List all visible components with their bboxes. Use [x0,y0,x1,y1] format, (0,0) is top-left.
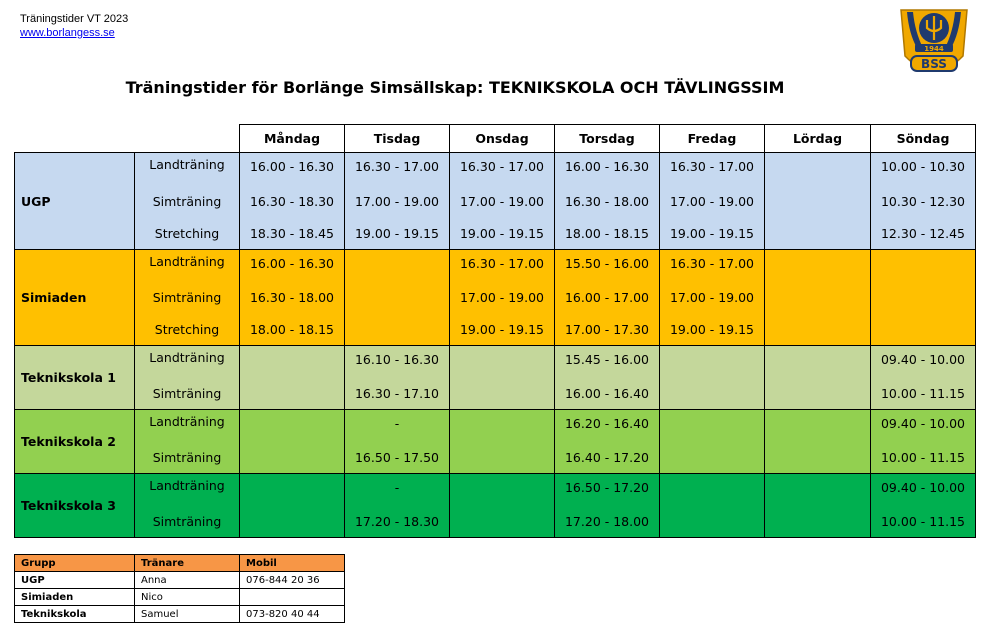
activity-label: Simträning [135,186,240,218]
contacts-row [15,606,345,623]
time-cell [765,282,871,314]
time-cell: 16.30 - 17.00 [345,153,450,186]
time-cell: 09.40 - 10.00 [871,410,976,442]
logo-year-text: 1944 [924,45,944,53]
activity-label: Simträning [135,442,240,474]
schedule-row [15,410,976,442]
time-cell [660,506,765,538]
time-cell: 16.00 - 16.30 [240,153,345,186]
time-cell: 16.00 - 16.30 [240,250,345,282]
contacts-header-cell: Tränare [135,555,240,572]
time-cell: 16.10 - 16.30 [345,346,450,378]
time-cell: 10.00 - 10.30 [871,153,976,186]
time-cell: 16.30 - 17.00 [660,153,765,186]
time-cell [345,282,450,314]
contacts-row [15,572,345,589]
time-cell: 10.00 - 11.15 [871,442,976,474]
schedule-row [15,250,976,282]
time-cell: 17.00 - 19.00 [660,282,765,314]
time-cell: 15.45 - 16.00 [555,346,660,378]
time-cell [765,506,871,538]
time-cell: 16.20 - 16.40 [555,410,660,442]
time-cell: 09.40 - 10.00 [871,474,976,506]
time-cell: 12.30 - 12.45 [871,218,976,250]
contacts-cell: 073-820 40 44 [240,606,345,623]
contacts-cell: Samuel [135,606,240,623]
time-cell: - [345,410,450,442]
activity-label: Simträning [135,506,240,538]
activity-label: Landträning [135,410,240,442]
time-cell: 16.30 - 17.00 [450,250,555,282]
time-cell: 16.30 - 18.00 [240,282,345,314]
time-cell [765,346,871,378]
contacts-cell: Teknikskola [15,606,135,623]
contacts-cell: Nico [135,589,240,606]
contacts-header-row [15,555,345,572]
schedule-row [15,506,976,538]
day-header-3: Torsdag [555,125,660,153]
day-header-6: Söndag [871,125,976,153]
contacts-cell: 076-844 20 36 [240,572,345,589]
day-header-1: Tisdag [345,125,450,153]
time-cell: 16.40 - 17.20 [555,442,660,474]
time-cell: 16.00 - 16.30 [555,153,660,186]
website-link[interactable]: www.borlangess.se [20,27,115,39]
group-name: UGP [15,153,135,250]
day-header-2: Onsdag [450,125,555,153]
time-cell [450,410,555,442]
time-cell: 17.00 - 19.00 [660,186,765,218]
contacts-cell [240,589,345,606]
schedule-table [14,124,976,538]
time-cell: 16.00 - 17.00 [555,282,660,314]
time-cell [450,506,555,538]
time-cell [765,153,871,186]
logo-letters-text: BSS [921,57,947,71]
activity-label: Landträning [135,250,240,282]
contacts-cell: UGP [15,572,135,589]
time-cell [240,378,345,410]
time-cell [345,250,450,282]
time-cell [450,442,555,474]
time-cell: 19.00 - 19.15 [345,218,450,250]
contacts-header-cell: Grupp [15,555,135,572]
schedule-row [15,218,976,250]
time-cell [240,410,345,442]
header-title: Träningstider VT 2023 [20,13,129,25]
contacts-header-cell: Mobil [240,555,345,572]
time-cell [450,474,555,506]
time-cell [660,442,765,474]
time-cell [660,474,765,506]
time-cell [240,474,345,506]
day-header-4: Fredag [660,125,765,153]
group-name: Teknikskola 3 [15,474,135,538]
time-cell [765,314,871,346]
time-cell [765,442,871,474]
schedule-row [15,378,976,410]
time-cell [240,346,345,378]
time-cell [240,442,345,474]
time-cell: 19.00 - 19.15 [450,218,555,250]
time-cell [660,410,765,442]
time-cell [240,506,345,538]
schedule-row [15,442,976,474]
day-header-5: Lördag [765,125,871,153]
time-cell: 17.20 - 18.00 [555,506,660,538]
contacts-table [14,554,345,623]
time-cell: 16.30 - 17.00 [450,153,555,186]
time-cell [660,378,765,410]
time-cell: 17.00 - 19.00 [450,186,555,218]
activity-label: Stretching [135,218,240,250]
contacts-cell: Anna [135,572,240,589]
time-cell: 19.00 - 19.15 [660,314,765,346]
group-name: Teknikskola 1 [15,346,135,410]
schedule-row [15,282,976,314]
time-cell: 16.30 - 18.00 [555,186,660,218]
time-cell: - [345,474,450,506]
time-cell: 10.00 - 11.15 [871,506,976,538]
time-cell: 16.00 - 16.40 [555,378,660,410]
time-cell: 16.50 - 17.20 [555,474,660,506]
schedule-row [15,186,976,218]
time-cell: 17.00 - 17.30 [555,314,660,346]
activity-label: Simträning [135,378,240,410]
day-header-row [15,125,976,153]
schedule-row [15,346,976,378]
contacts-row [15,589,345,606]
time-cell [871,314,976,346]
time-cell [765,250,871,282]
time-cell: 18.00 - 18.15 [555,218,660,250]
time-cell: 16.30 - 17.10 [345,378,450,410]
time-cell: 16.30 - 18.30 [240,186,345,218]
activity-label: Landträning [135,346,240,378]
schedule-row [15,474,976,506]
time-cell: 09.40 - 10.00 [871,346,976,378]
time-cell: 19.00 - 19.15 [660,218,765,250]
group-name: Teknikskola 2 [15,410,135,474]
time-cell [765,410,871,442]
time-cell: 17.00 - 19.00 [345,186,450,218]
activity-label: Stretching [135,314,240,346]
time-cell: 16.30 - 17.00 [660,250,765,282]
time-cell: 15.50 - 16.00 [555,250,660,282]
time-cell [450,346,555,378]
time-cell [450,378,555,410]
bss-logo [897,4,971,82]
time-cell: 17.20 - 18.30 [345,506,450,538]
time-cell [871,250,976,282]
activity-label: Landträning [135,474,240,506]
day-header-0: Måndag [240,125,345,153]
time-cell: 18.30 - 18.45 [240,218,345,250]
time-cell: 10.00 - 11.15 [871,378,976,410]
schedule-row [15,153,976,186]
schedule-row [15,314,976,346]
time-cell [660,346,765,378]
time-cell: 19.00 - 19.15 [450,314,555,346]
page-header [20,12,128,40]
time-cell [345,314,450,346]
contacts-cell: Simiaden [15,589,135,606]
time-cell [765,218,871,250]
time-cell: 16.50 - 17.50 [345,442,450,474]
time-cell: 17.00 - 19.00 [450,282,555,314]
time-cell [765,474,871,506]
time-cell: 10.30 - 12.30 [871,186,976,218]
time-cell: 18.00 - 18.15 [240,314,345,346]
time-cell [871,282,976,314]
group-name: Simiaden [15,250,135,346]
time-cell [765,186,871,218]
activity-label: Simträning [135,282,240,314]
activity-label: Landträning [135,153,240,186]
time-cell [765,378,871,410]
page-title: Träningstider för Borlänge Simsällskap: TEKNIKSKOLA OCH TÄVLINGSSIM [125,78,785,97]
header-spacer [15,125,240,153]
